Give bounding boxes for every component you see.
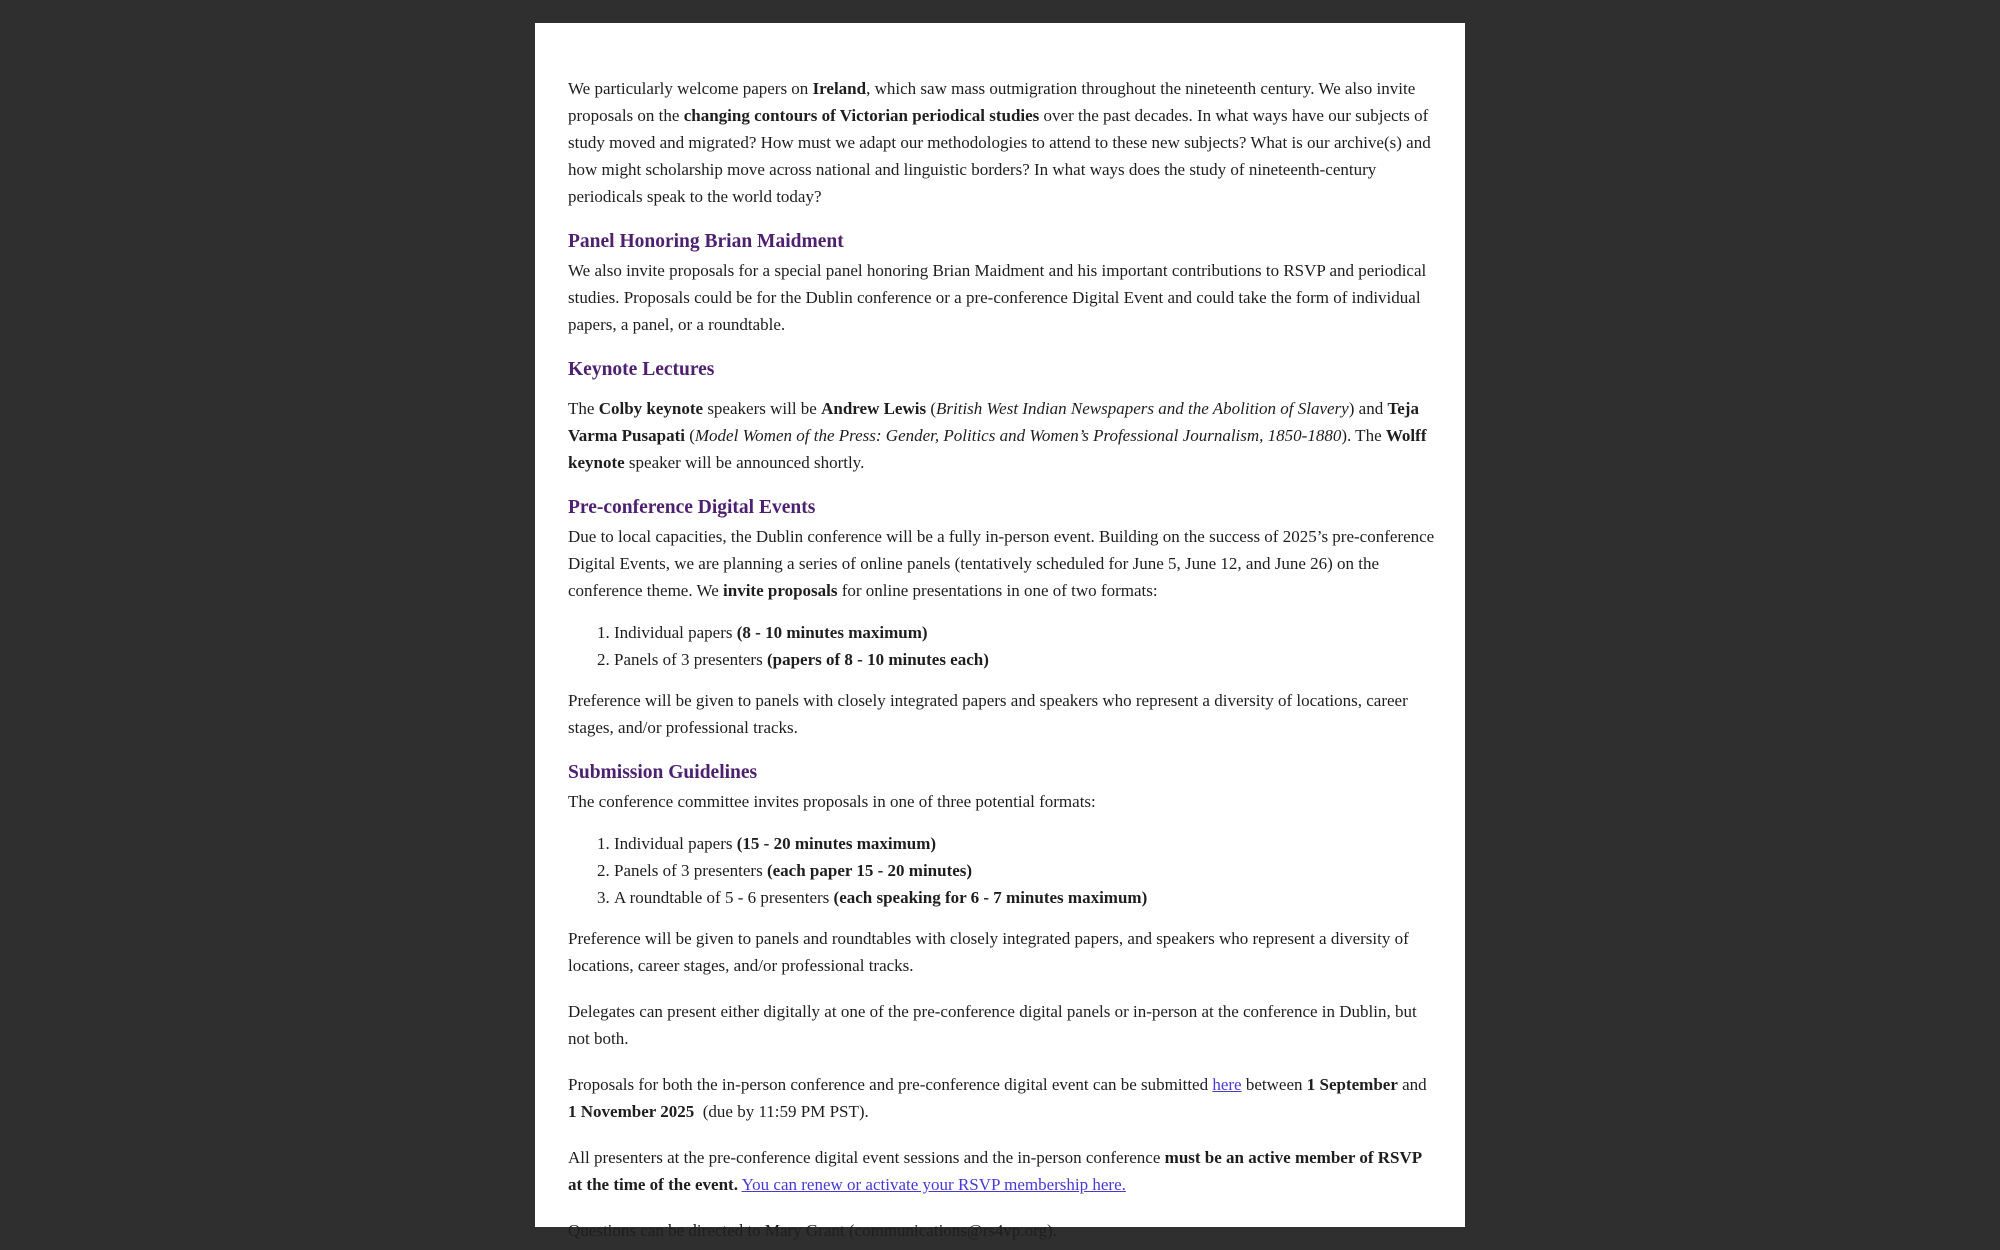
text-run: Due to local capacities, the Dublin conference will be a fully in-person event. Building on the success of 2025’s pre-conference Digital Events, we are planning a series of online panels (tentatively scheduled for June 5, June 12, and June 26) on the conference theme. We [568, 527, 1435, 600]
text-run: for online presentations in one of two formats: [837, 581, 1158, 600]
paragraph [568, 925, 1437, 979]
ordered-list [568, 619, 1437, 673]
text-run: Panels of 3 presenters [614, 650, 767, 669]
text-run: Preference will be given to panels and roundtables with closely integrated papers, and speakers who represent a diversity of locations, career stages, and/or professional tracks. [568, 929, 1409, 975]
text-run: ( [926, 399, 937, 418]
text-run: Proposals for both the in-person conference and pre-conference digital event can be submitted [568, 1075, 1213, 1094]
text-run: and [1397, 1075, 1427, 1094]
text-run: (due by 11:59 PM PST). [694, 1102, 869, 1121]
paragraph [568, 1071, 1437, 1125]
text-run: We particularly welcome papers on [568, 79, 813, 98]
text-run: Delegates can present either digitally at one of the pre-conference digital panels or in-person at the conference in Dublin, but not both. [568, 1002, 1417, 1048]
text-run: ). The [1341, 426, 1386, 445]
text-run: A roundtable of 5 - 6 presenters [614, 888, 834, 907]
text-run: Individual papers [614, 623, 737, 642]
section-heading: Keynote Lectures [568, 359, 715, 380]
text-run: 1 November 2025 [568, 1102, 695, 1121]
text-run: (15 - 20 minutes maximum) [736, 834, 937, 853]
text-run: Individual papers [614, 834, 737, 853]
paragraph [568, 75, 1437, 210]
text-run: Ireland [812, 79, 867, 98]
text-run: , which saw mass outmigration throughout the nineteenth century. We also invite proposals on the [568, 79, 1416, 125]
text-run: Questions can be directed to Mary Grant (communications@rs4vp.org). [568, 1221, 1057, 1240]
text-run: speaker will be announced shortly. [624, 453, 865, 472]
text-run: Colby keynote [598, 399, 704, 418]
paragraph [568, 788, 1437, 815]
section-heading: Pre-conference Digital Events [568, 497, 816, 518]
paragraph [568, 395, 1437, 476]
text-run: must be an active member of RSVP at the time of the event. [568, 1148, 1422, 1194]
list-item [614, 884, 1437, 911]
paragraph [568, 687, 1437, 741]
text-run: 1 September [1306, 1075, 1398, 1094]
paragraph [568, 998, 1437, 1052]
paragraph [568, 523, 1437, 604]
list-item [614, 830, 1437, 857]
text-run: We also invite proposals for a special panel honoring Brian Maidment and his important contributions to RSVP and periodical studies. Proposals could be for the Dublin conference or a pre-conference Digital Event and could take the form of individual papers, a panel, or a roundtable. [568, 261, 1427, 334]
text-run: (papers of 8 - 10 minutes each) [766, 650, 989, 669]
text-run: (each speaking for 6 - 7 minutes maximum) [833, 888, 1148, 907]
rsvp-membership-link[interactable]: You can renew or activate your RSVP membership here. [741, 1175, 1126, 1194]
text-run: (8 - 10 minutes maximum) [736, 623, 928, 642]
text-run: All presenters at the pre-conference digital event sessions and the in-person conference [568, 1148, 1165, 1167]
text-run: ) and [1348, 399, 1388, 418]
list-item [614, 646, 1437, 673]
text-run: invite proposals [723, 581, 838, 600]
text-run: Teja Varma Pusapati [568, 399, 1419, 445]
submit-proposals-link[interactable]: here [1212, 1075, 1242, 1094]
text-run: Andrew Lewis [821, 399, 927, 418]
list-item [614, 619, 1437, 646]
document-content [568, 75, 1437, 1244]
list-item [614, 857, 1437, 884]
text-run: speakers will be [703, 399, 822, 418]
text-run: Panels of 3 presenters [614, 861, 767, 880]
paragraph [568, 1144, 1437, 1198]
text-run: British West Indian Newspapers and the Abolition of Slavery [936, 399, 1349, 418]
section-heading: Panel Honoring Brian Maidment [568, 231, 844, 252]
section-heading: Submission Guidelines [568, 762, 758, 783]
text-run: Model Women of the Press: Gender, Politics and Women’s Professional Journalism, 1850-1880 [694, 426, 1342, 445]
ordered-list [568, 830, 1437, 911]
text-run: (each paper 15 - 20 minutes) [766, 861, 973, 880]
text-run: over the past decades. In what ways have our subjects of study moved and migrated? How must we adapt our methodologies to attend to these new subjects? What is our archive(s) and how might scholarship move across national and linguistic borders? In what ways does the study of nineteenth-century periodicals speak to the world today? [568, 106, 1431, 206]
text-run: ( [684, 426, 695, 445]
text-run: Wolff keynote [568, 426, 1427, 472]
text-run: Preference will be given to panels with closely integrated papers and speakers who represent a diversity of locations, career stages, and/or professional tracks. [568, 691, 1408, 737]
paragraph [568, 1217, 1437, 1244]
document-page [535, 23, 1465, 1240]
text-run: changing contours of Victorian periodical studies [683, 106, 1040, 125]
paragraph [568, 257, 1437, 338]
text-run: between [1241, 1075, 1307, 1094]
text-run: The [568, 399, 599, 418]
text-run: The conference committee invites proposals in one of three potential formats: [568, 792, 1096, 811]
